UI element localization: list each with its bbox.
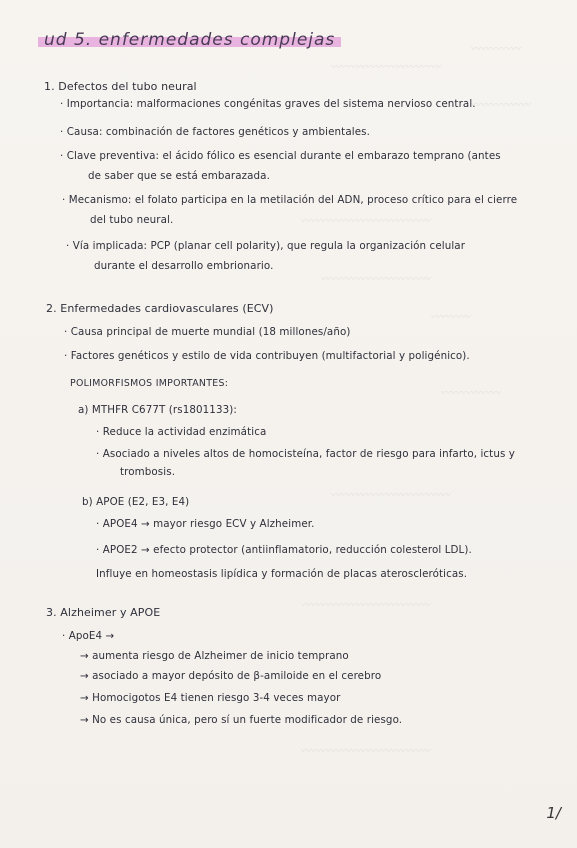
section-2-apoe-influence: Influye en homeostasis lipídica y formación de placas ateroscleróticas. bbox=[96, 568, 468, 580]
section-2-mthfr-point-1: · Reduce la actividad enzimática bbox=[96, 426, 267, 438]
bleed-through-texture: 〰〰〰〰〰〰〰〰〰〰〰 bbox=[320, 274, 430, 285]
bleed-through-texture: 〰〰〰〰〰〰〰〰〰〰〰〰〰 bbox=[300, 600, 430, 611]
section-1-bullet-importance: · Importancia: malformaciones congénitas graves del sistema nervioso central. bbox=[60, 98, 476, 110]
section-3-point-2: → asociado a mayor depósito de β-amiloide en el cerebro bbox=[80, 670, 382, 682]
section-2-apoe2: · APOE2 → efecto protector (antiinflamatorio, reducción colesterol LDL). bbox=[96, 544, 472, 556]
section-3-heading: 3. Alzheimer y APOE bbox=[46, 606, 161, 619]
section-3-apoe4-label: · ApoE4 → bbox=[62, 630, 115, 642]
section-1-bullet-pathway: · Vía implicada: PCP (planar cell polarity), que regula la organización celular bbox=[66, 240, 466, 252]
section-2-apoe-heading: b) APOE (E2, E3, E4) bbox=[82, 496, 190, 508]
bleed-through-texture: 〰〰〰〰〰 bbox=[470, 44, 520, 55]
bleed-through-texture: 〰〰〰〰〰〰 bbox=[440, 388, 500, 399]
section-3-point-4: → No es causa única, pero sí un fuerte modificador de riesgo. bbox=[80, 714, 403, 726]
bleed-through-texture: 〰〰〰〰 bbox=[430, 312, 470, 323]
section-3-point-1: → aumenta riesgo de Alzheimer de inicio temprano bbox=[80, 650, 349, 662]
section-1-bullet-mechanism-cont: del tubo neural. bbox=[90, 214, 174, 226]
section-1-bullet-cause: · Causa: combinación de factores genéticos y ambientales. bbox=[60, 126, 370, 138]
section-1-bullet-pathway-cont: durante el desarrollo embrionario. bbox=[94, 260, 274, 272]
section-2-mthfr-point-2: · Asociado a niveles altos de homocisteína, factor de riesgo para infarto, ictus y bbox=[96, 448, 515, 460]
section-2-apoe4: · APOE4 → mayor riesgo ECV y Alzheimer. bbox=[96, 518, 315, 530]
section-2-polymorphisms-label: POLIMORFISMOS IMPORTANTES: bbox=[70, 378, 229, 389]
page-number: 1/ bbox=[546, 804, 561, 822]
section-2-heading: 2. Enfermedades cardiovasculares (ECV) bbox=[46, 302, 274, 315]
section-2-bullet-factors: · Factores genéticos y estilo de vida contribuyen (multifactorial y poligénico). bbox=[64, 350, 470, 362]
bleed-through-texture: 〰〰〰〰〰〰〰〰〰〰〰〰 bbox=[330, 490, 450, 501]
bleed-through-texture: 〰〰〰〰〰〰 bbox=[470, 100, 530, 111]
page-title: ud 5. enfermedades complejas bbox=[38, 30, 341, 50]
section-1-bullet-mechanism: · Mecanismo: el folato participa en la metilación del ADN, proceso crítico para el cierre bbox=[62, 194, 518, 206]
section-2-bullet-cause: · Causa principal de muerte mundial (18 millones/año) bbox=[64, 326, 351, 338]
section-2-mthfr-heading: a) MTHFR C677T (rs1801133): bbox=[78, 404, 237, 416]
section-1-heading: 1. Defectos del tubo neural bbox=[44, 80, 197, 93]
bleed-through-texture: 〰〰〰〰〰〰〰〰〰〰〰〰〰 bbox=[300, 216, 430, 227]
section-3-point-3: → Homocigotos E4 tienen riesgo 3-4 veces mayor bbox=[80, 692, 341, 704]
bleed-through-texture: 〰〰〰〰〰〰〰〰〰〰〰 bbox=[330, 62, 440, 73]
bleed-through-texture: 〰〰〰〰〰〰〰〰〰〰〰〰〰 bbox=[300, 746, 430, 757]
section-1-bullet-prevention-cont: de saber que se está embarazada. bbox=[88, 170, 270, 182]
section-1-bullet-prevention: · Clave preventiva: el ácido fólico es esencial durante el embarazo temprano (antes bbox=[60, 150, 501, 162]
section-2-mthfr-point-2-cont: trombosis. bbox=[120, 466, 176, 478]
